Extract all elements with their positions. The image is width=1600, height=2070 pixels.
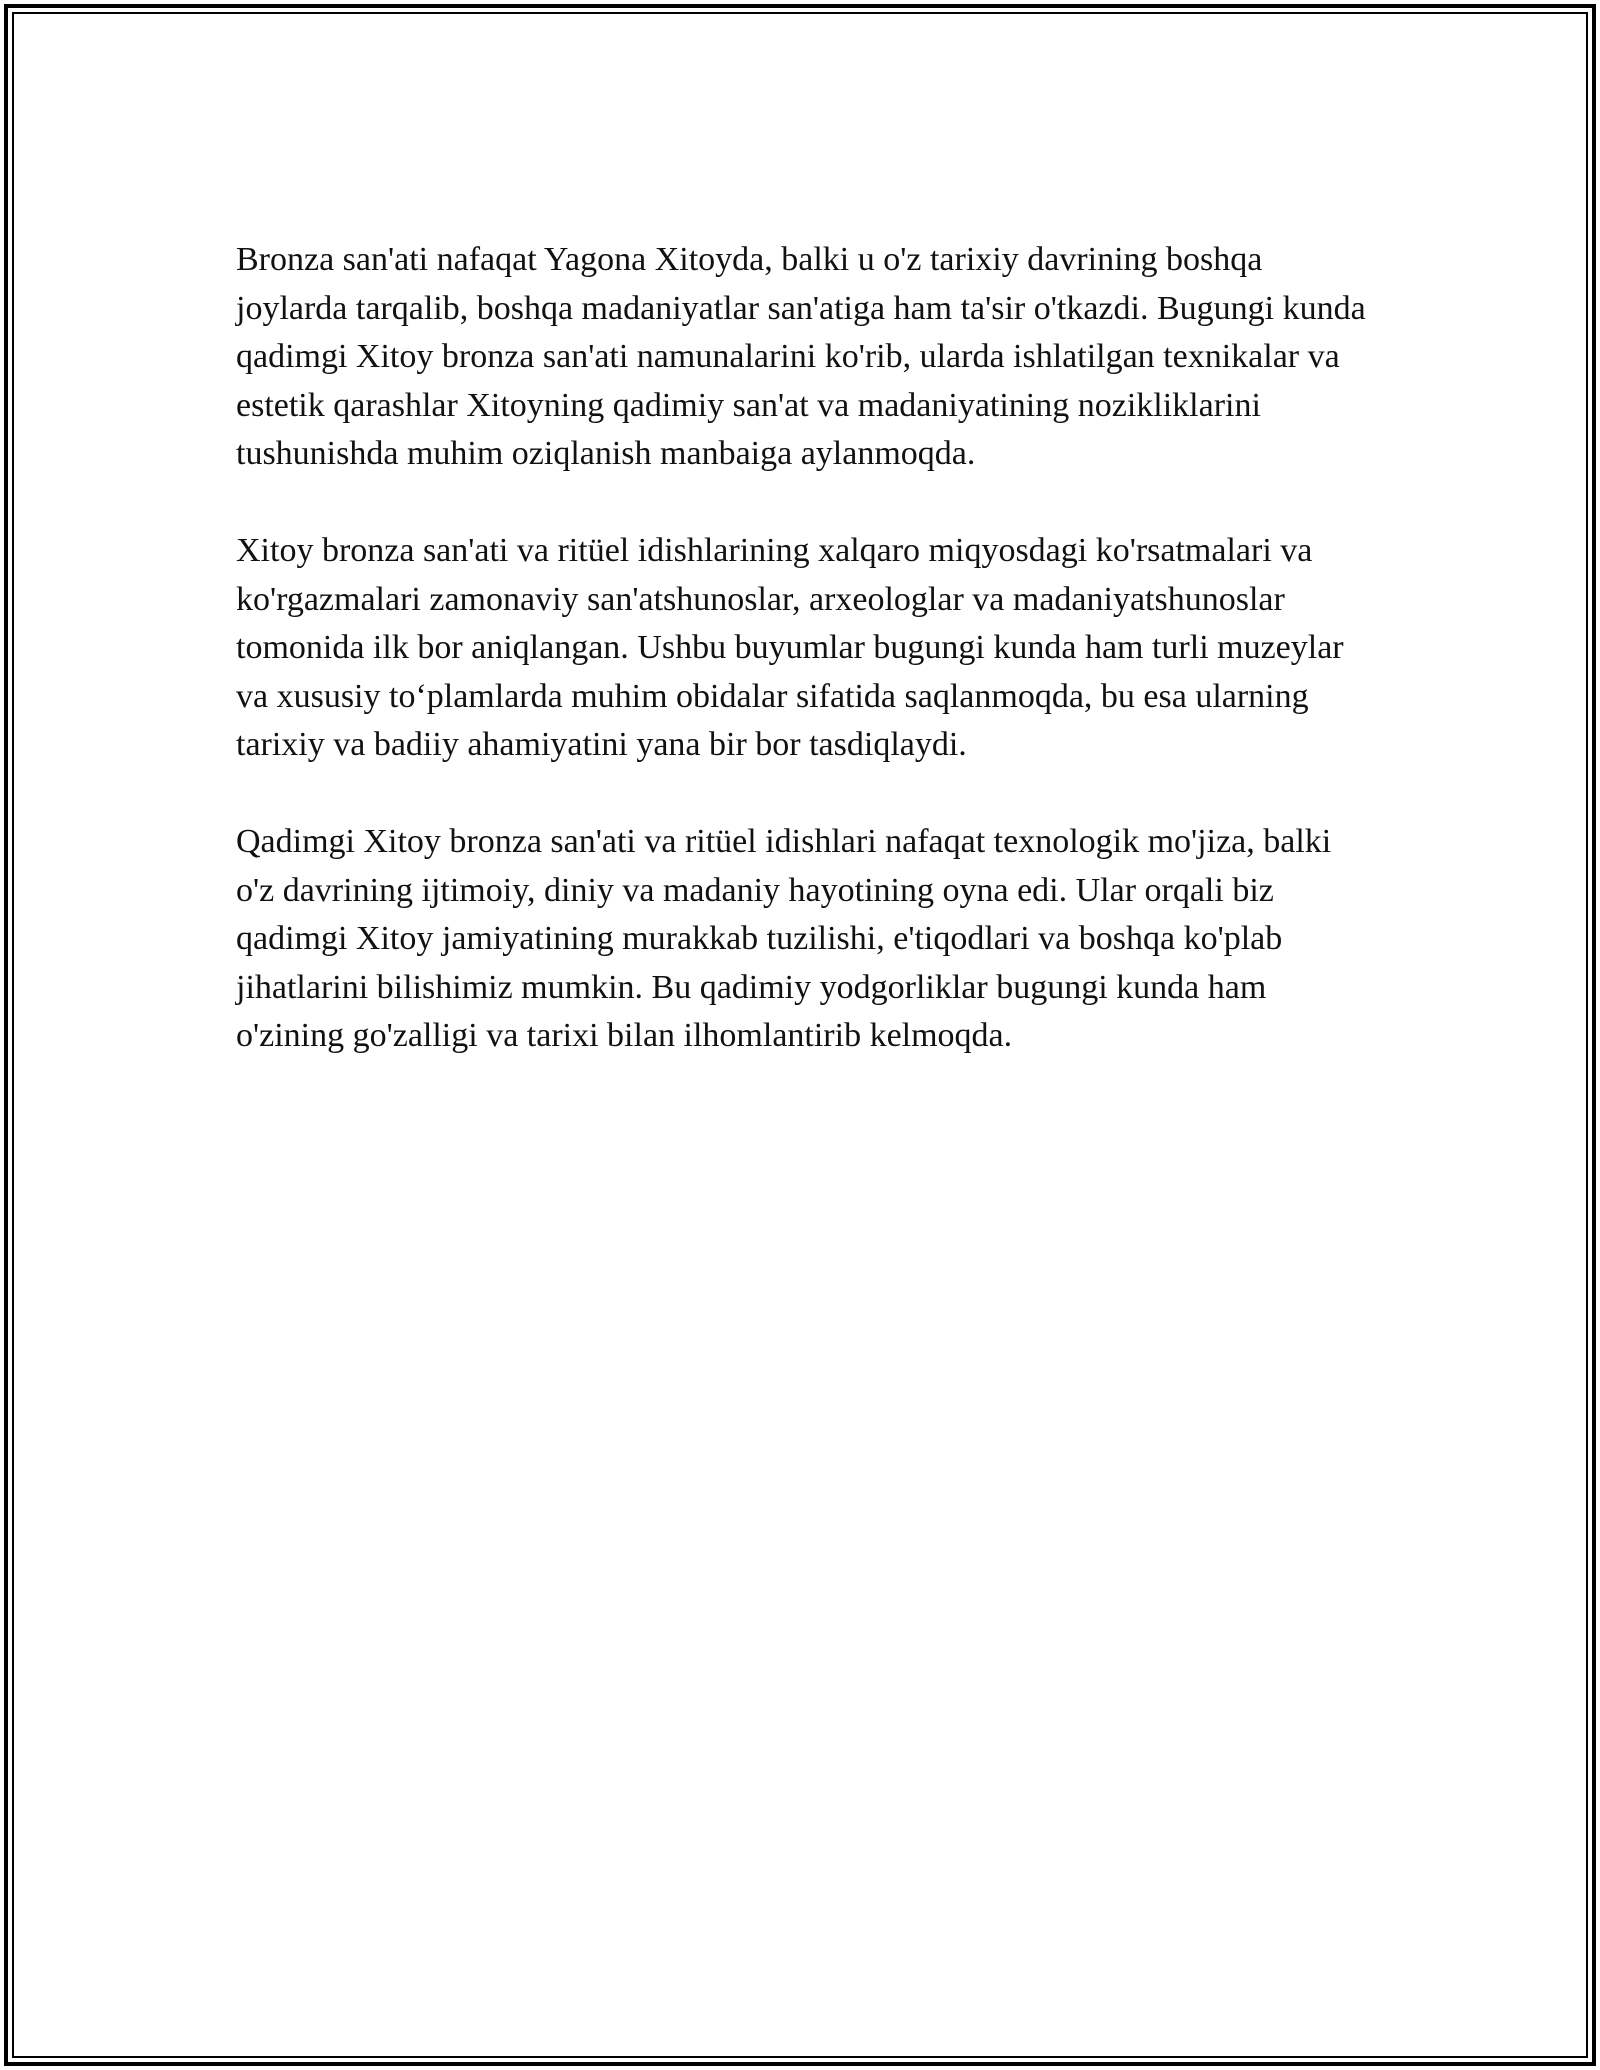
paragraph-2: Xitoy bronza san'ati va ritüel idishlarining xalqaro miqyosdagi ko'rsatmalari va ko'rgazmalari zamonaviy san'atshunoslar, arxeologlar va madaniyatshunoslar tomonida ilk bor aniqlangan. Ushbu buyumlar bugungi kunda ham turli muzeylar va xususiy to‘plamlarda muhim obidalar sifatida saqlanmoqda, bu esa ularning tarixiy va badiiy ahamiyatini yana bir bor tasdiqlaydi. (236, 532, 1344, 763)
paragraph-1: Bronza san'ati nafaqat Yagona Xitoyda, balki u o'z tarixiy davrining boshqa joylarda tarqalib, boshqa madaniyatlar san'atiga ham ta'sir o'tkazdi. Bugungi kunda qadimgi Xitoy bronza san'ati namunalarini ko'rib, ularda ishlatilgan texnikalar va estetik qarashlar Xitoyning qadimiy san'at va madaniyatining nozikliklarini tushunishda muhim oziqlanish manbaiga aylanmoqda. (236, 241, 1366, 472)
document-body (236, 236, 1366, 1109)
paragraph-3: Qadimgi Xitoy bronza san'ati va ritüel idishlari nafaqat texnologik mo'jiza, balki o'z davrining ijtimoiy, diniy va madaniy hayotining oyna edi. Ular orqali biz qadimgi Xitoy jamiyatining murakkab tuzilishi, e'tiqodlari va boshqa ko'plab jihatlarini bilishimiz mumkin. Bu qadimiy yodgorliklar bugungi kunda ham o'zining go'zalligi va tarixi bilan ilhomlantirib kelmoqda. (236, 823, 1332, 1054)
